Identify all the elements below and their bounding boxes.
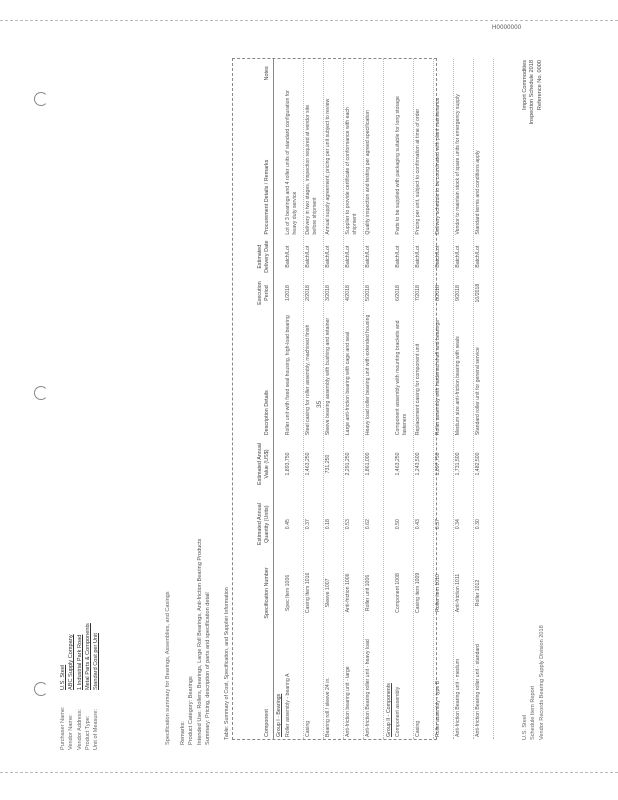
header-label: Purchaser Name: (60, 706, 66, 750)
table-cell (324, 59, 326, 88)
data-table (232, 58, 481, 740)
table-caption: Table: Summary of Cost, Specification, and Supplier Information (224, 587, 230, 740)
table-cell: 0.37 (304, 519, 311, 530)
table-cell: 10/2018 (474, 283, 481, 303)
table-row (324, 59, 344, 739)
table-cell: 1,463,250 (304, 452, 311, 476)
table-cell (454, 59, 456, 88)
column-header: Component (263, 709, 270, 737)
top-note: Specification summary for Bearings, Assemblies, and Casings (165, 591, 171, 745)
right-header-line: Reference No. 0000 (536, 60, 543, 111)
table-row (454, 59, 474, 739)
header-row (68, 550, 75, 750)
table-cell: Anti-friction 1011 (454, 573, 461, 613)
table-cell: 0.37 (434, 519, 441, 530)
remark-line: Intended Use: Rollers, Bearings, Large Roll Bearings, Anti-friction Bearing Products (196, 538, 203, 745)
column-header: Estimated Annual Value (US$) (256, 442, 270, 485)
group-title: Group II - Components (385, 683, 392, 737)
table-cell: 1,097,750 (434, 452, 441, 476)
table-cell: Roller unit 1006 (364, 574, 371, 612)
table-cell (344, 59, 346, 88)
table-cell: 1/2018 (284, 285, 291, 302)
table-cell: Component assembly (394, 686, 401, 737)
table-cell: 0.43 (414, 519, 421, 530)
table-cell (414, 59, 416, 88)
table-cell: Roller assembly with hardened shaft and bearings (434, 320, 441, 436)
table-cell: Steel casing for roller assembly, machined finish (304, 324, 311, 436)
table-cell: Roller unit with fixed seal housing, high-load bearing (284, 315, 291, 436)
remarks-block (180, 465, 213, 745)
header-value: Metal Parts & Components (84, 623, 91, 690)
table-cell: 0.30 (474, 519, 481, 530)
table-cell (304, 59, 306, 88)
table-cell: Batch/Lot (284, 245, 291, 268)
vendor-header (60, 550, 101, 750)
header-value: U.S. Steel (60, 664, 66, 690)
table-cell: 0.50 (394, 519, 401, 530)
table-cell: Batch/Lot (324, 245, 331, 268)
table-cell: Anti-friction Bearing unit - medium (454, 658, 461, 737)
table-cell: Batch/Lot (414, 245, 421, 268)
table-cell: 0.34 (454, 519, 461, 530)
header-row (93, 550, 100, 750)
footer-line: Schedule Item Report (530, 685, 537, 740)
right-header-line: Inspection Schedule 2018 (529, 60, 536, 125)
table-cell: Large anti-friction bearing with cage and seal (344, 331, 351, 436)
table-cell: Heavy load roller bearing unit with extended housing (364, 314, 371, 436)
table-cell: Pricing per unit, subject to confirmation at time of order (414, 108, 421, 235)
table-header (233, 59, 274, 739)
column-header: Execution Period (256, 281, 270, 305)
table-cell: 9/2018 (454, 285, 461, 302)
table-row (304, 59, 324, 739)
header-value: 1 Industrial Park Road (76, 634, 83, 690)
table-cell: Roller item 1010 (434, 574, 441, 612)
table-cell: 0.53 (344, 519, 351, 530)
right-header (522, 60, 544, 200)
page-number: 35 (316, 400, 323, 408)
header-label: Vendor Name: (68, 714, 75, 750)
table-cell: 731,250 (324, 454, 331, 474)
table-cell: Spec Item 1006 (284, 574, 291, 612)
table-cell: 0.62 (364, 519, 371, 530)
table-cell: 1,243,500 (414, 452, 421, 476)
table-row (474, 59, 494, 739)
table-cell (364, 59, 366, 88)
table-cell: Batch/Lot (344, 245, 351, 268)
header-label: Product Type: (84, 715, 91, 750)
table-cell: 4/2018 (344, 285, 351, 302)
header-value: Standard Cost per Unit (93, 633, 100, 690)
bates-number: H0000000 (492, 25, 522, 31)
column-header: Description Details (263, 390, 270, 436)
column-header: Specification Number (263, 567, 270, 619)
table-cell: Casing (414, 720, 421, 737)
table-cell: 1,731,500 (454, 452, 461, 476)
table-cell: Parts to be supplied with packaging suitable for long storage (394, 96, 401, 235)
table-cell: Vendor to maintain stock of spare units for emergency supply (454, 94, 461, 235)
table-cell: Bearing roll / sleeve 24 in. (324, 677, 331, 737)
table-cell: 0.18 (324, 519, 331, 530)
table-cell: 2,291,250 (344, 452, 351, 476)
remark-line: Summary: Pricing, description of parts and specification detail (204, 592, 211, 745)
header-row (85, 550, 92, 750)
table-cell: 5/2018 (364, 285, 371, 302)
table-cell: Batch/Lot (364, 245, 371, 268)
table-cell: Supplier to provide certificate of conformance with each shipment (344, 107, 358, 235)
table-cell: Casing (304, 720, 311, 737)
table-cell: Standard roller unit for general service (474, 347, 481, 436)
table-cell: Lot of 3 bearings and 4 roller units of standard configuration for heavy duty service (284, 90, 298, 235)
table-cell: Roller assembly - type B (434, 680, 441, 737)
table-cell: Batch/Lot (394, 245, 401, 268)
table-cell: 6/2018 (394, 285, 401, 302)
table-cell: 2/2018 (304, 285, 311, 302)
table-row (434, 59, 454, 739)
header-label: Vendor Address: (76, 708, 83, 750)
footer-line: U.S. Steel (522, 714, 528, 740)
table-body (274, 59, 494, 739)
table-cell: 8/2018 (434, 285, 441, 302)
table-cell: 1,861,000 (364, 452, 371, 476)
column-header: Procurement Details / Remarks (263, 159, 270, 235)
table-cell: 0.45 (284, 519, 291, 530)
table-cell: Anti-friction bearing unit - large (344, 666, 351, 737)
column-header: Estimated Delivery Date (256, 240, 270, 273)
table-cell: Casing Item 1016 (304, 572, 311, 614)
table-cell: Roller 1012 (474, 579, 481, 607)
table-cell (474, 59, 476, 88)
table-cell: Annual supply agreement; pricing per unit subject to review (324, 98, 331, 235)
table-cell: 3/2018 (324, 285, 331, 302)
table-cell: Medium size anti-friction bearing with seals (454, 336, 461, 436)
header-value: ABC Supply Company (68, 634, 75, 690)
table-cell: Delivery in two stages, inspection required at vendor site before shipment (304, 104, 318, 235)
table-row (364, 59, 384, 739)
right-header-line: Import Commodities (522, 60, 528, 111)
header-row (60, 550, 67, 750)
table-cell: Sleeve 1007 (324, 578, 331, 608)
table-cell: Replacement casing for component unit (414, 343, 421, 436)
table-cell (394, 59, 396, 88)
page-footer (522, 625, 547, 740)
table-cell: Anti-friction Bearing roller unit - standard (474, 644, 481, 737)
table-cell: Anti-friction 1006 (344, 573, 351, 613)
remark-line: Remarks: (180, 721, 186, 745)
table-cell: Batch/Lot (304, 245, 311, 268)
group-title: Group I - Bearings (276, 693, 282, 737)
table-row (344, 59, 364, 739)
table-cell: 1,463,250 (394, 452, 401, 476)
table-cell: Delivery schedule to be coordinated with plant maintenance (434, 97, 441, 235)
table-cell: Roller assembly - bearing A (284, 673, 291, 737)
table-cell: Sleeve bearing assembly with bushing and retainer (324, 317, 331, 436)
table-cell: Casing item 1009 (414, 572, 421, 614)
table-cell: 7/2018 (414, 285, 421, 302)
table-cell: Quality inspection and testing per agreed specification (364, 110, 371, 235)
header-row (77, 550, 84, 750)
table-cell: Anti-friction Bearing roller unit - heavy load (364, 639, 371, 737)
table-cell: 1,482,500 (474, 452, 481, 476)
table-row (414, 59, 434, 739)
remark-line: Product Category: Bearings (188, 676, 195, 745)
table-cell: Batch/Lot (454, 245, 461, 268)
table-cell: Standard terms and conditions apply (474, 150, 481, 235)
table-row (284, 59, 304, 739)
table-row (394, 59, 414, 739)
table-cell: Batch/Lot (474, 245, 481, 268)
footer-line: Vendor Records Bearing Supply Division 2018 (538, 625, 545, 740)
column-header: Notes (263, 66, 270, 81)
table-cell: Component assembly with mounting brackets and fasteners (394, 320, 408, 436)
table-cell: Batch/Lot (434, 245, 441, 268)
table-cell (434, 59, 436, 88)
header-label: Unit of Measure: (93, 708, 100, 750)
column-header: Estimated Annual Quantity (Units) (256, 503, 270, 546)
table-cell (284, 59, 286, 88)
table-cell: 1,893,750 (284, 452, 291, 476)
table-cell: Component 1008 (394, 573, 401, 613)
